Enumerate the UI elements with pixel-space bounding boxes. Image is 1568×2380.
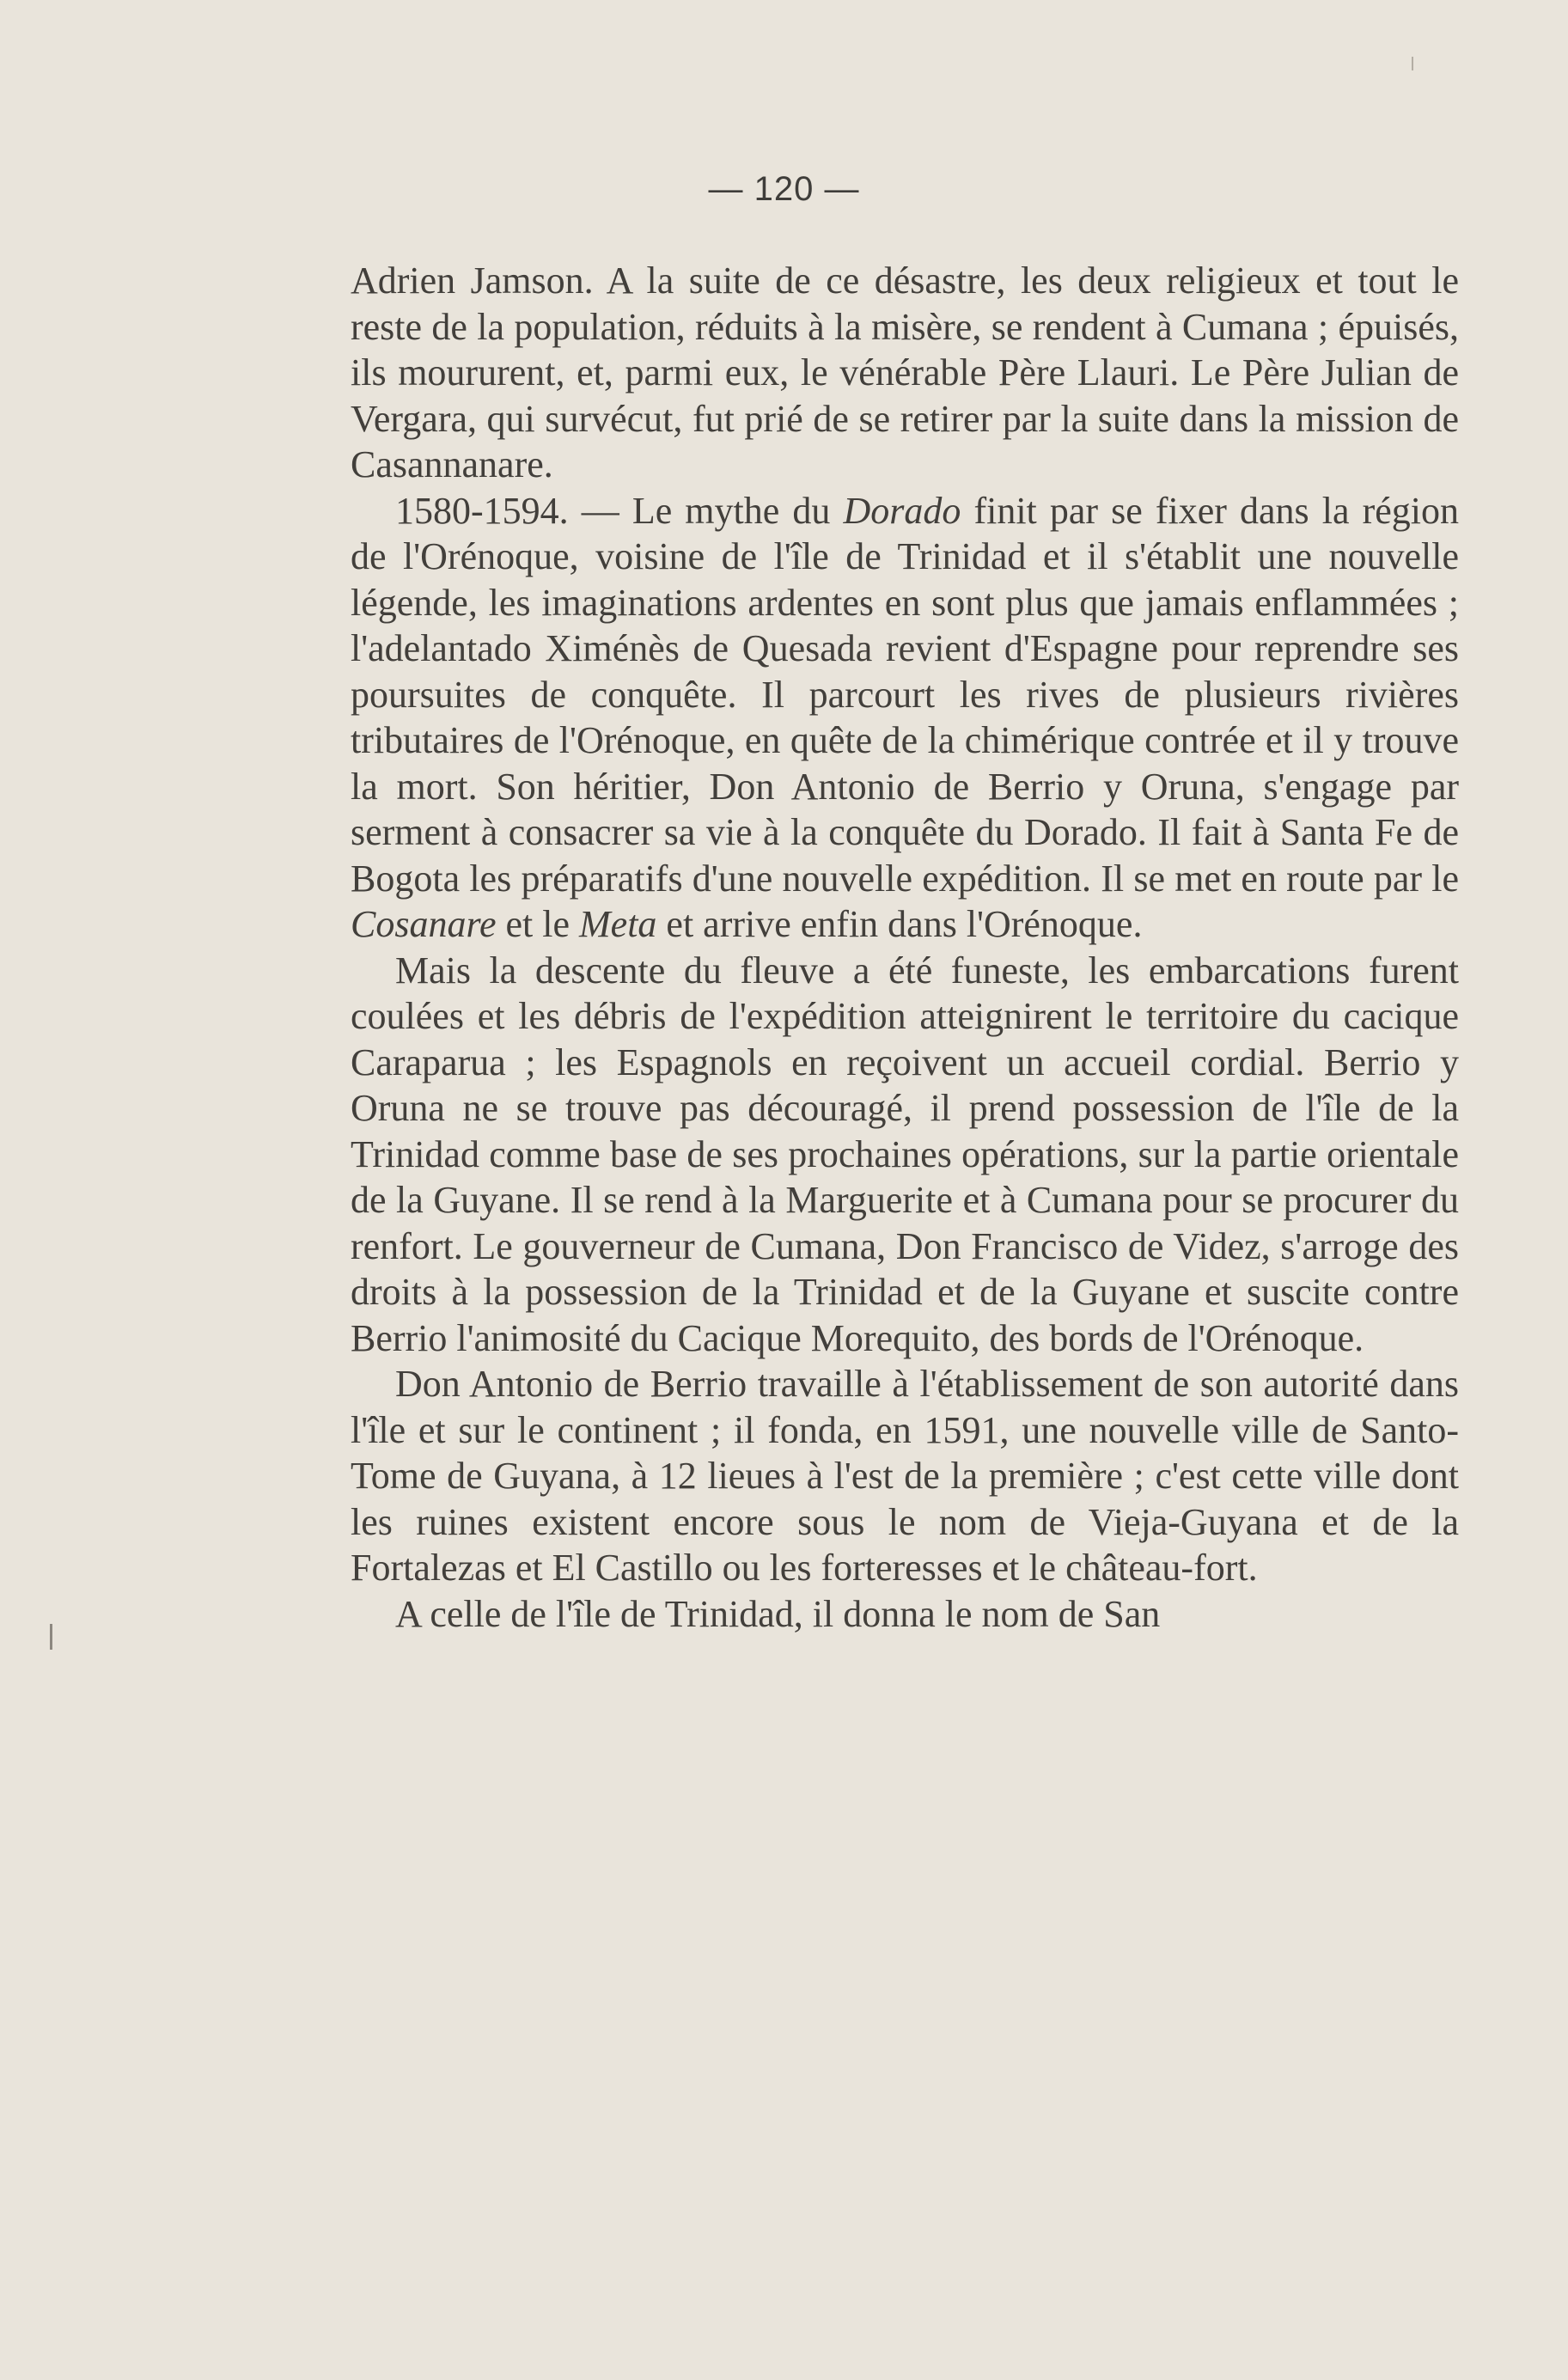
paragraph-1: Adrien Jamson. A la suite de ce désastre, les deux religieux et tout le reste de la population, réduits à la misère, se rendent à Cumana ; épuisés, ils moururent, et, parmi eux, le vénérable Père Llauri. Le Père Julian de Vergara, qui survécut, fut prié de se retirer par la suite dans la mission de Casannanare. [351, 259, 1459, 485]
river-cosanare: Cosanare [351, 903, 497, 945]
paragraph-2-part-b: finit par se fixer dans la région de l'Orénoque, voisine de l'île de Trinidad et il s'établit une nouvelle légende, les imaginations ardentes en sont plus que jamais enflammées ; l'adelantado Ximénès de Quesada revient d'Espagne pour reprendre ses poursuites de conquête. Il parcourt les rives de plusieurs rivières tributaires de l'Orénoque, en quête de la chimérique contrée et il y trouve la mort. Son héritier, Don Antonio de Berrio y Oruna, s'engage par serment à consacrer sa vie à la conquête du Dorado. Il fait à Santa Fe de Bogota les préparatifs d'une nouvelle expédition. Il se met en route par le [351, 489, 1459, 900]
paragraph-2-part-d: et arrive enfin dans l'Orénoque. [656, 903, 1143, 945]
river-meta: Meta [579, 903, 657, 945]
body-text [351, 258, 1459, 1637]
term-dorado: Dorado [843, 489, 961, 532]
paragraph-3: Mais la descente du fleuve a été funeste, les embarcations furent coulées et les débris de l'expédition atteignirent le territoire du cacique Caraparua ; les Espagnols en reçoivent un accueil cordial. Berrio y Oruna ne se trouve pas découragé, il prend possession de l'île de la Trinidad comme base de ses prochaines opérations, sur la partie orientale de la Guyane. Il se rend à la Marguerite et à Cumana pour se procurer du renfort. Le gouverneur de Cumana, Don Francisco de Videz, s'arroge des droits à la possession de la Trinidad et de la Guyane et suscite contre Berrio l'animosité du Cacique Morequito, des bords de l'Orénoque. [351, 949, 1459, 1359]
paragraph-2-part-a: 1580-1594. — Le mythe du [395, 489, 844, 532]
paragraph-4: Don Antonio de Berrio travaille à l'établissement de son autorité dans l'île et sur le continent ; il fonda, en 1591, une nouvelle ville de Santo-Tome de Guyana, à 12 lieues à l'est de la première ; c'est cette ville dont les ruines existent encore sous le nom de Vieja-Guyana et de la Fortalezas et El Castillo ou les forteresses et le château-fort. [351, 1363, 1459, 1589]
paragraph-2 [351, 488, 1459, 948]
paragraph-2-part-c: et le [496, 903, 580, 945]
margin-mark [50, 1624, 52, 1650]
margin-mark-top [1412, 57, 1413, 70]
page-number: — 120 — [708, 170, 860, 208]
paragraph-5: A celle de l'île de Trinidad, il donna le nom de San [395, 1592, 1161, 1635]
